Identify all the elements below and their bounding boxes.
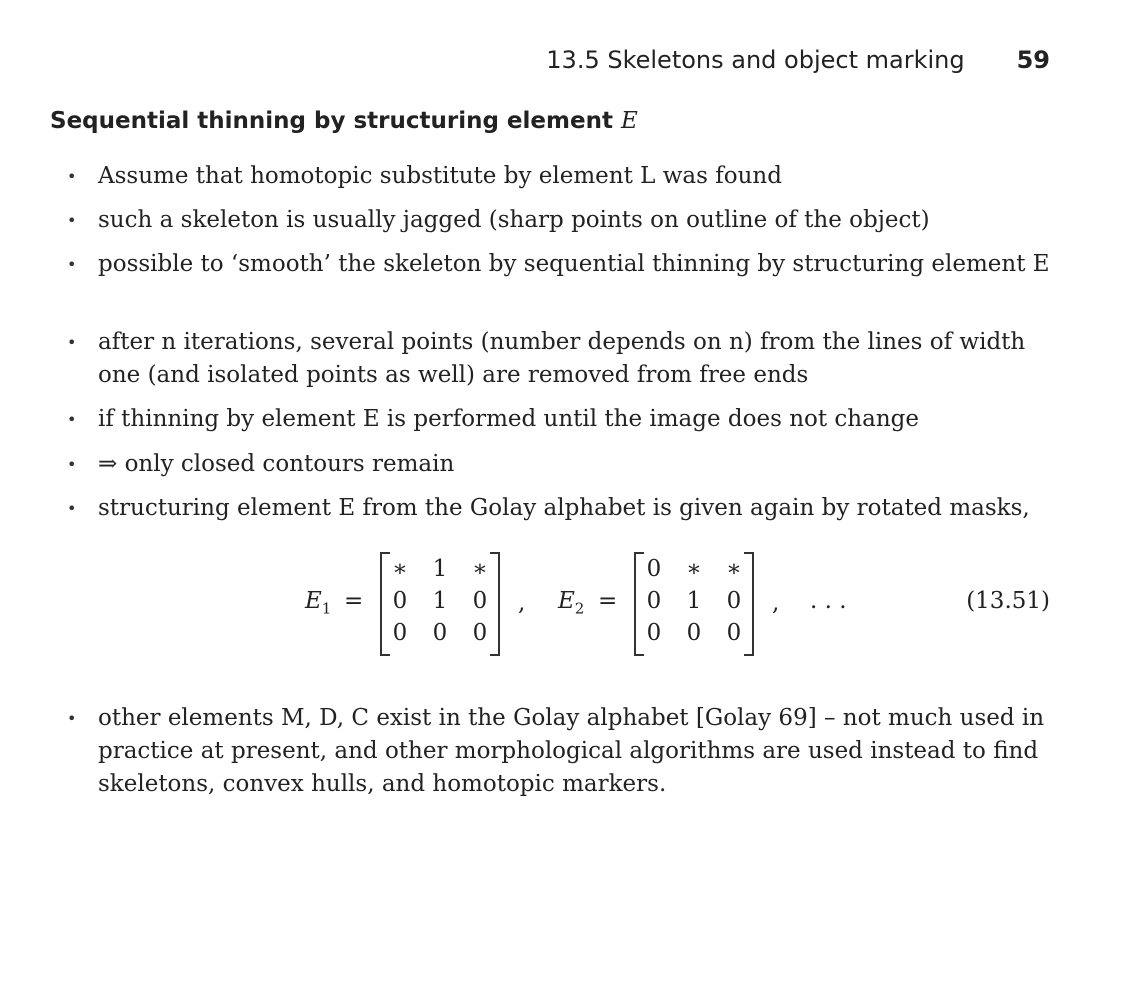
e2-label: $E_2$ <box>558 588 585 618</box>
list-item: • structuring element E from the Golay alphabet is given again by rotated masks, <box>98 492 1050 525</box>
matrix-cell: 0 <box>472 588 488 614</box>
page-number: 59 <box>1016 46 1050 74</box>
bullet-icon: • <box>67 211 77 230</box>
matrix-cell: 0 <box>392 620 408 646</box>
bullet-icon: • <box>67 709 77 728</box>
list-item: • such a skeleton is usually jagged (sharp points on outline of the object) <box>98 204 1050 237</box>
matrix-cell: 0 <box>646 588 662 614</box>
bullet-icon: • <box>67 255 77 274</box>
list-item: • after n iterations, several points (number depends on n) from the lines of width one (and isolated points as well) are removed from free ends <box>98 326 1050 392</box>
comma: , <box>772 590 780 616</box>
slide-heading <box>50 108 638 134</box>
matrix-cell: 1 <box>432 556 448 582</box>
e1-label: $E_1$ <box>305 588 332 618</box>
matrix-cell: ∗ <box>472 556 488 582</box>
matrix-cell: 0 <box>686 620 702 646</box>
list-item: • other elements M, D, C exist in the Golay alphabet [Golay 69] – not much used in practice at present, and other morphological algorithms are used instead to find skeletons, convex hulls, and homotopic markers. <box>98 702 1050 801</box>
equation-number: (13.51) <box>966 588 1050 614</box>
matrix-cell: ∗ <box>726 556 742 582</box>
list-item: • Assume that homotopic substitute by element L was found <box>98 160 1050 193</box>
equals-sign: = <box>598 588 618 614</box>
list-item: • if thinning by element E is performed until the image does not change <box>98 403 1050 436</box>
equation-13-51 <box>0 548 1125 658</box>
comma: , <box>518 590 526 616</box>
bullet-icon: • <box>67 499 77 518</box>
equals-sign: = <box>344 588 364 614</box>
matrix-e1 <box>380 552 500 656</box>
matrix-cell: ∗ <box>686 556 702 582</box>
bullet-icon: • <box>67 333 77 352</box>
heading-text: Sequential thinning by structuring element <box>50 108 613 134</box>
list-item: • ⇒ only closed contours remain <box>98 448 1050 481</box>
heading-variable: E <box>620 108 638 134</box>
matrix-cell: 0 <box>646 620 662 646</box>
ellipsis: . . . <box>810 588 847 614</box>
running-header <box>546 46 1050 74</box>
matrix-cell: 0 <box>392 588 408 614</box>
section-title: 13.5 Skeletons and object marking <box>546 46 965 74</box>
matrix-cell: ∗ <box>392 556 408 582</box>
bullet-icon: • <box>67 455 77 474</box>
matrix-cell: 0 <box>432 620 448 646</box>
bullet-icon: • <box>67 410 77 429</box>
matrix-cell: 0 <box>646 556 662 582</box>
matrix-e2 <box>634 552 754 656</box>
matrix-cell: 1 <box>686 588 702 614</box>
matrix-cell: 1 <box>432 588 448 614</box>
matrix-cell: 0 <box>472 620 488 646</box>
matrix-cell: 0 <box>726 620 742 646</box>
list-item: • possible to ‘smooth’ the skeleton by sequential thinning by structuring element E <box>98 248 1050 281</box>
bullet-icon: • <box>67 167 77 186</box>
matrix-cell: 0 <box>726 588 742 614</box>
